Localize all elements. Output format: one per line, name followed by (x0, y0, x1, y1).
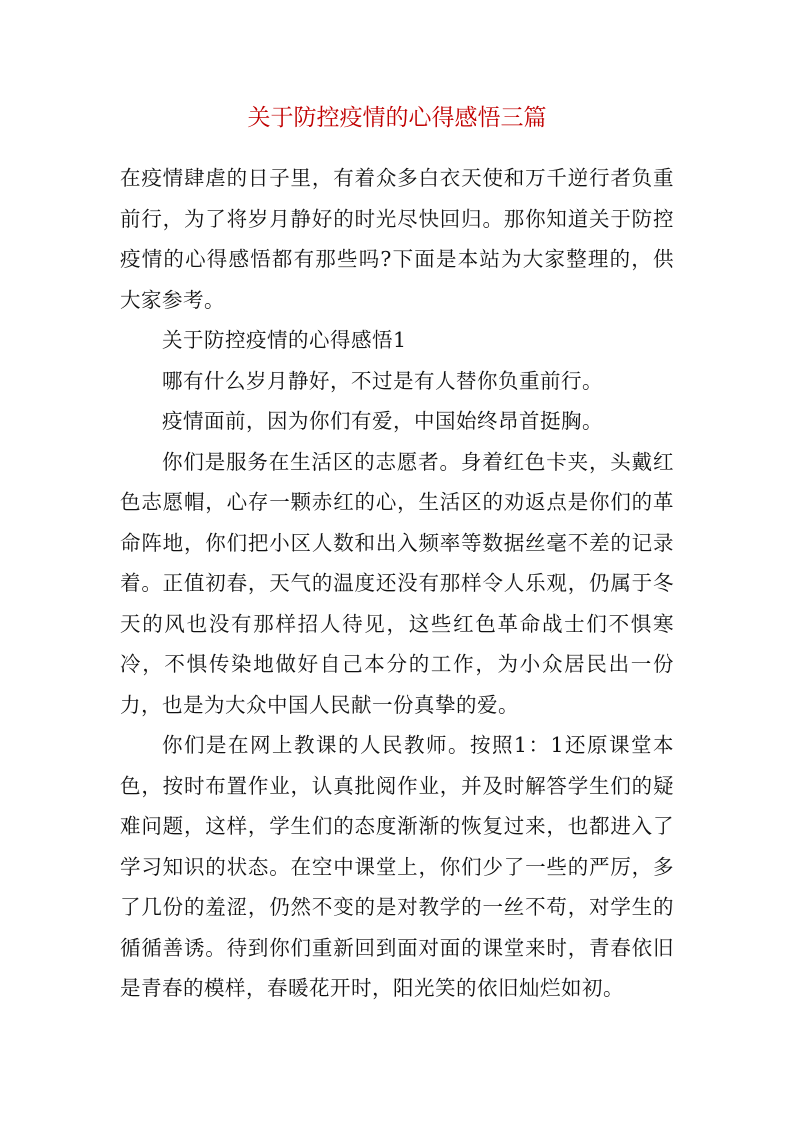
paragraph-2: 哪有什么岁月静好，不过是有人替你负重前行。 (162, 368, 603, 393)
section-heading-1: 关于防控疫情的心得感悟1 (162, 328, 407, 352)
paragraph-volunteers: 你们是服务在生活区的志愿者。身着红色卡夹，头戴红色志愿帽，心存一颗赤红的心，生活区的劝返点是你们的革命阵地，你们把小区人数和出入频率等数据丝毫不差的记录着。正值初春，天气的温度还没有那样令人乐观，仍属于冬天的风也没有那样招人待见，这些红色革命战士们不惧寒冷，不惧传染地做好自己本分的工作，为小众居民出一份力，也是为大众中国人民献一份真挚的爱。 (120, 449, 674, 717)
document-page (120, 98, 674, 1009)
document-title: 关于防控疫情的心得感悟三篇 (247, 105, 547, 131)
paragraph-teachers: 你们是在网上教课的人民教师。按照1：1还原课堂本色，按时布置作业，认真批阅作业，并及时解答学生们的疑难问题，这样，学生们的态度渐渐的恢复过来，也都进入了学习知识的状态。在空中课堂上，你们少了一些的严厉，多了几份的羞涩，仍然不变的是对教学的一丝不苟，对学生的循循善诱。待到你们重新回到面对面的课堂来时，青春依旧是青春的模样，春暖花开时，阳光笑的依旧灿烂如初。 (120, 733, 674, 1000)
paragraph-3: 疫情面前，因为你们有爱，中国始终昂首挺胸。 (162, 409, 603, 433)
paragraph-intro: 在疫情肆虐的日子里，有着众多白衣天使和万千逆行者负重前行，为了将岁月静好的时光尽快回归。那你知道关于防控疫情的心得感悟都有那些吗?下面是本站为大家整理的，供大家参考。 (120, 166, 674, 312)
